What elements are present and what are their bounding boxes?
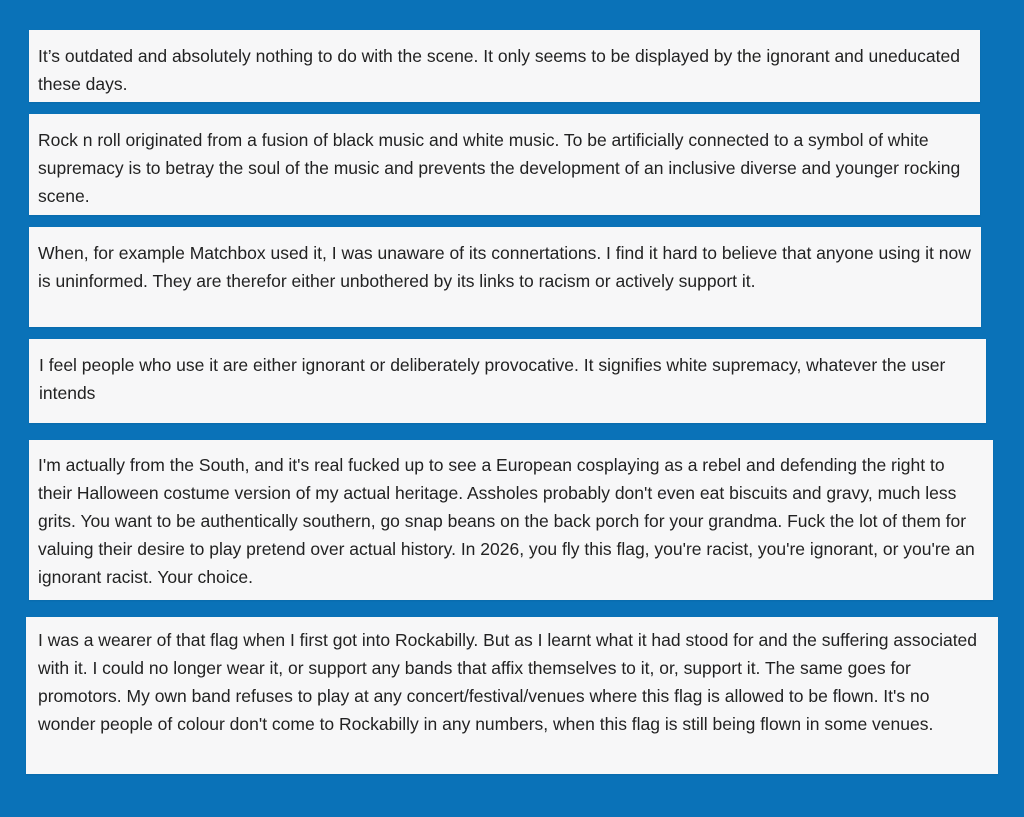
comment-text: I was a wearer of that flag when I first got into Rockabilly. But as I learnt what it had stood for and the suffering associated with it. I could no longer wear it, or support any bands that affix themselves to it, or, support it. The same goes for promotors. My own band refuses to play at any concert/festival/venues where this flag is allowed to be flown. It's no wonder people of colour don't come to Rockabilly in any numbers, when this flag is still being flown in some venues. xyxy=(38,630,978,734)
comment-card xyxy=(29,339,986,423)
comment-card xyxy=(29,114,980,215)
comment-text: Rock n roll originated from a fusion of black music and white music. To be artificially connected to a symbol of white supremacy is to betray the soul of the music and prevents the development of an inclusive diverse and younger rocking scene. xyxy=(38,130,961,206)
comment-card xyxy=(29,440,993,600)
comment-text: I'm actually from the South, and it's real fucked up to see a European cosplaying as a rebel and defending the right to their Halloween costume version of my actual heritage. Assholes probably don't even eat biscuits and gravy, much less grits. You want to be authentically southern, go snap beans on the back porch for your grandma. Fuck the lot of them for valuing their desire to play pretend over actual history. In 2026, you fly this flag, you're racist, you're ignorant, or you're an ignorant racist. Your choice. xyxy=(38,455,975,587)
comment-text: When, for example Matchbox used it, I was unaware of its connertations. I find it hard to believe that anyone using it now is uninformed. They are therefor either unbothered by its links to racism or actively support it. xyxy=(38,243,971,291)
comment-card xyxy=(26,617,998,774)
comment-text: I feel people who use it are either ignorant or deliberately provocative. It signifies white supremacy, whatever the user intends xyxy=(39,355,946,403)
comment-card xyxy=(29,227,981,327)
comment-text: It’s outdated and absolutely nothing to do with the scene. It only seems to be displayed by the ignorant and uneducated these days. xyxy=(38,46,960,94)
comment-card xyxy=(29,30,980,102)
